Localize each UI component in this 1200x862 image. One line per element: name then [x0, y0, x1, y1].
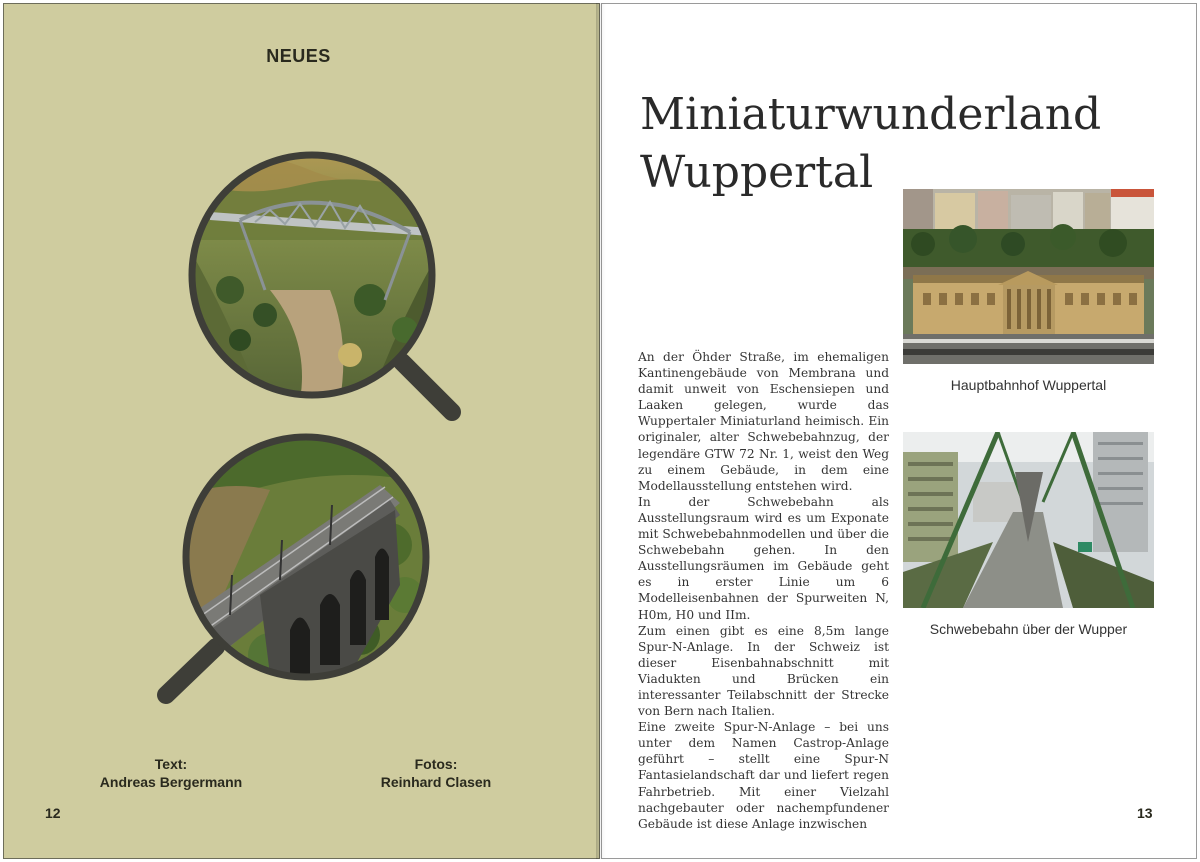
page-gutter-shadow: [596, 3, 606, 859]
caption-schwebebahn: Schwebebahn über der Wupper: [929, 621, 1128, 637]
article-paragraph: In der Schwebebahn als Ausstellungsraum wird es um Exponate mit Schwebebahnmodellen und über die Schwebebahn gehen. In den Ausstellungsräumen im Gebäude geht es in erster Linie um 6 Modelleisenbahnen der Spurweiten N, H0m, H0 und IIm.: [638, 494, 889, 622]
credit-text-label: Text:: [154, 756, 188, 772]
article-title-line2: Wuppertal: [640, 147, 874, 198]
credit-photo-author: Reinhard Clasen: [380, 774, 492, 790]
article-body: [638, 349, 889, 832]
section-title: NEUES: [266, 46, 331, 66]
page-number-right: 13: [1137, 805, 1153, 821]
article-title-line1: Miniaturwunderland: [640, 89, 1102, 140]
caption-hauptbahnhof: Hauptbahnhof Wuppertal: [950, 377, 1107, 393]
credit-text: [90, 755, 252, 791]
photo-hauptbahnhof: [903, 189, 1154, 364]
credit-text-author: Andreas Bergermann: [99, 774, 243, 790]
article-paragraph: An der Öhder Straße, im ehemaligen Kantinengebäude von Membrana und damit unweit von Eschensiepen und Laaken gelegen, wurde das Wuppertaler Miniaturland heimisch. Ein originaler, alter Schwebebahnzug, der legendäre GTW 72 Nr. 1, weist den Weg zu einem Gebäude, in dem eine Modellausstellung entstehen wird.: [638, 350, 889, 493]
article-title: [640, 86, 1101, 202]
photo-schwebebahn: [903, 432, 1154, 608]
article-paragraph: Eine zweite Spur-N-Anlage – bei uns unter dem Namen Castrop-Anlage geführt – stellt eine Spur-N Fantasielandschaft dar und liefert regen Fahrbetrieb. Mit einer Vielzahl nachgebauter oder nachempfundener Gebäude ist diese Anlage inzwischen: [638, 720, 889, 831]
article-paragraph: Zum einen gibt es eine 8,5m lange Spur-N-Anlage. In der Schweiz ist dieser Eisenbahnabschnitt mit Viadukten und Brücken ein interessanter Teilabschnitt der Strecke von Bern nach Italien.: [638, 623, 889, 719]
magnifier-photo-bridge: [170, 140, 470, 430]
credit-photos: [368, 755, 504, 791]
magnifier-photo-viaduct: [150, 425, 450, 715]
credit-photo-label: Fotos:: [414, 756, 458, 772]
page-number-left: 12: [45, 805, 61, 821]
